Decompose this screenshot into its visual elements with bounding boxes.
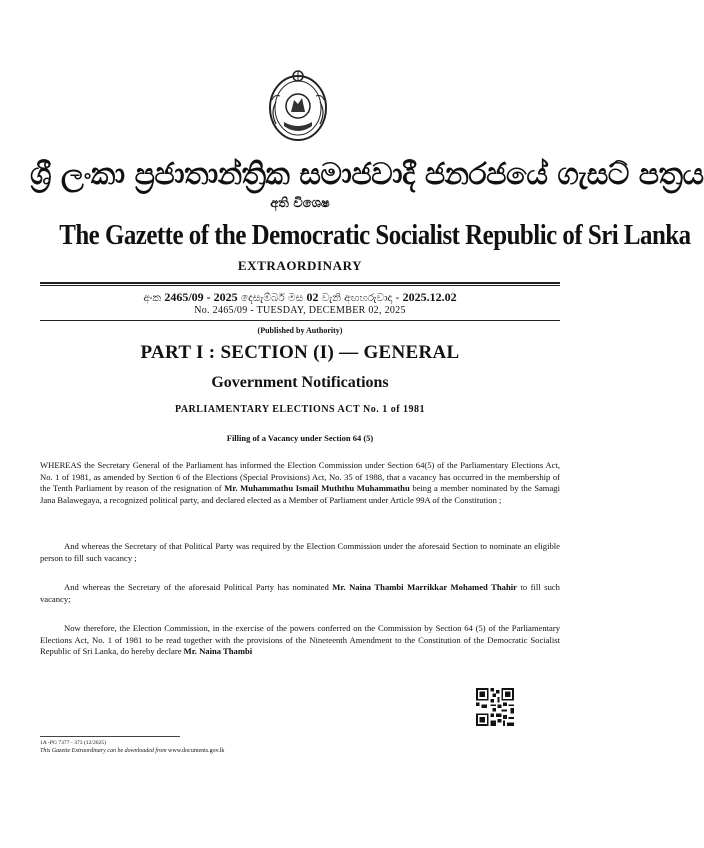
issue-si-day: 02 [306, 290, 319, 304]
qr-code-icon [476, 688, 514, 726]
body-paragraph-4 [40, 623, 560, 658]
issue-si-date-numeric: 2025.12.02 [402, 290, 457, 304]
act-heading: PARLIAMENTARY ELECTIONS ACT No. 1 of 1981 [174, 404, 426, 415]
footer-download-text: This Gazette Extraordinary can be downloaded from [40, 748, 167, 754]
footer-download-link[interactable]: www.documents.gov.lk [168, 748, 225, 754]
sinhala-gazette-title: ශ්‍රී ලංකා ප්‍රජාතාන්ත්‍රික සමාජවාදී ජනරජයේ ගැසට් පත්‍රය [30, 157, 704, 192]
published-by-authority: (Published by Authority) [257, 326, 343, 335]
issue-si-weekday: වැනි අඟහරුවාදා - [321, 292, 400, 304]
p1-name: Mr. Muhammathu Ismail Muththu Muhammathu [224, 483, 410, 494]
sri-lanka-emblem-icon [262, 66, 334, 146]
p3-name: Mr. Naina Thambi Marrikkar Mohamed Thahir [332, 582, 517, 592]
issue-line-sinhala [0, 290, 600, 305]
body-paragraph-1 [40, 460, 560, 507]
notice-subheading: Filling of a Vacancy under Section 64 (5) [226, 433, 374, 443]
p3-text-a: And whereas the Secretary of the aforesaid Political Party has nominated [64, 582, 333, 592]
p1-text-a: WHEREAS the Secretary General of the Parliament has informed the Election Commission under Section 64(5) of the Parliamentary Elections Act, No. 1 of 1981, as amended by Section 6 of the Elections (Special Provisions) Act, No. 35 of 1988, that a vacancy has occurred in the membership of the Tenth Parliament by reason of the resignation of [40, 460, 560, 494]
issue-si-prefix: අංක [143, 292, 161, 304]
extraordinary-label: EXTRAORDINARY [237, 258, 363, 273]
header-divider-thin [40, 285, 560, 286]
footer-code: 1A -PG 7377 - 373 (12/2025) [40, 740, 107, 746]
p4-text-a: Now therefore, the Election Commission, in the exercise of the powers conferred on the Commission by Section 64 (5) of the Parliamentary Elections Act, No. 1 of 1981 to be read together with the provisions of the Nineteenth Amendment to the Constitution of the Democratic Socialist Republic of Sri Lanka, do hereby declare [40, 623, 560, 657]
header-divider [40, 282, 560, 284]
body-paragraph-2: And whereas the Secretary of that Political Party was required by the Election Commission under the aforesaid Section to nominate an eligible person to fill such vacancy ; [40, 541, 560, 563]
english-gazette-title: The Gazette of the Democratic Socialist Republic of Sri Lanka [59, 219, 691, 251]
issue-divider [40, 320, 560, 321]
issue-si-date-text: දෙසැම්බර් මස [241, 292, 304, 304]
sinhala-subtitle: අති විශෙෂ [270, 196, 330, 211]
p4-name: Mr. Naina Thambi [183, 646, 253, 657]
part-heading: PART I : SECTION (I) — GENERAL [140, 342, 460, 363]
section-heading: Government Notifications [211, 374, 389, 391]
footer-divider [40, 736, 180, 737]
p1-text-b: being a member nominated by the Samagi Jana Balawegaya, a recognized political party, and declared elected as a Member of Parliament under Article 99A of the Constitution ; [40, 483, 560, 506]
issue-line-english: No. 2465/09 - TUESDAY, DECEMBER 02, 2025 [194, 305, 406, 316]
body-paragraph-3 [40, 582, 560, 605]
p3-text-b: to fill such vacancy; [40, 582, 560, 604]
issue-si-number: 2465/09 - 2025 [164, 290, 238, 304]
footer-download-note [40, 748, 224, 754]
